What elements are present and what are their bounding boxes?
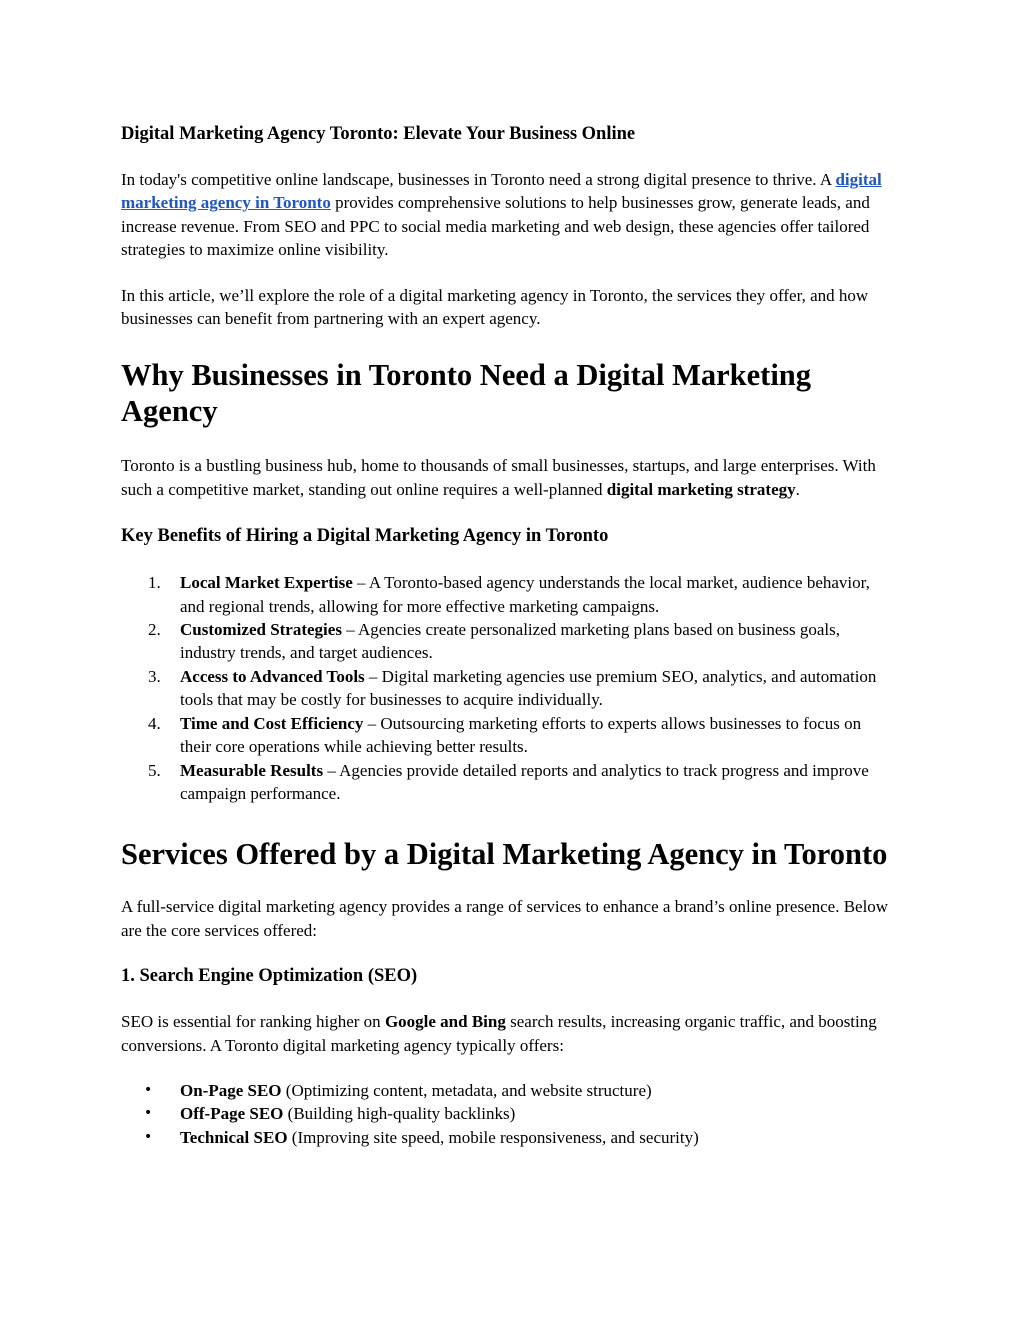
intro-paragraph: [121, 168, 896, 262]
article-intro-paragraph: In this article, we’ll explore the role of a digital marketing agency in Toronto, the services they offer, and how businesses can benefit from partnering with an expert agency.: [121, 285, 869, 329]
why-paragraph: [121, 454, 896, 501]
list-item-title: Measurable Results: [180, 760, 324, 780]
list-item: [121, 618, 896, 665]
seo-text-start: SEO is essential for ranking higher on: [121, 1012, 385, 1032]
benefits-list: [121, 571, 896, 805]
services-paragraph: A full-service digital marketing agency provides a range of services to enhance a brand’s online presence. Below are the core services offered:: [121, 897, 889, 940]
seo-heading: 1. Search Engine Optimization (SEO): [121, 966, 418, 987]
why-text-bold: digital marketing strategy: [606, 479, 796, 499]
seo-text-bold: Google and Bing: [384, 1012, 506, 1032]
list-item-text: (Building high-quality backlinks): [283, 1104, 516, 1124]
list-item-title: Off-Page SEO: [180, 1104, 284, 1124]
bullet-icon: •: [144, 1128, 153, 1145]
list-item-title: Customized Strategies: [180, 620, 342, 640]
benefits-subheading: Key Benefits of Hiring a Digital Marketing Agency in Toronto: [121, 526, 609, 547]
list-item: [121, 759, 896, 806]
intro-text-end: provides comprehensive solutions to help businesses grow, generate leads, and increase revenue. From SEO and PPC to social media marketing and web design, these agencies offer tailored strategies to maximize online visibility.: [121, 193, 870, 260]
seo-text-end: search results, increasing organic traffic, and boosting conversions. A Toronto digital marketing agency typically offers:: [121, 1012, 877, 1055]
why-text-end: .: [795, 479, 800, 499]
list-item-text: – Outsourcing marketing efforts to experts allows businesses to focus on their core operations while achieving better results.: [180, 713, 862, 757]
list-item-title: Access to Advanced Tools: [180, 666, 365, 686]
list-item-title: Time and Cost Efficiency: [180, 713, 364, 733]
list-item-text: – Digital marketing agencies use premium SEO, analytics, and automation tools that may be costly for businesses to acquire individually.: [180, 666, 877, 710]
list-item: [121, 571, 896, 618]
document-title: Digital Marketing Agency Toronto: Elevate Your Business Online: [121, 124, 636, 144]
list-item-title: On-Page SEO: [180, 1080, 282, 1100]
bullet-icon: •: [144, 1105, 153, 1122]
list-item-text: (Optimizing content, metadata, and website structure): [281, 1080, 652, 1100]
list-item-text: (Improving site speed, mobile responsiveness, and security): [287, 1127, 699, 1147]
list-item: [121, 665, 896, 712]
seo-list: [121, 1079, 896, 1149]
intro-text-start: In today's competitive online landscape, businesses in Toronto need a strong digital presence to thrive. A: [121, 170, 836, 189]
why-text-start: Toronto is a bustling business hub, home to thousands of small businesses, startups, and large enterprises. With such a competitive market, standing out online requires a well-planned: [121, 456, 876, 499]
section-heading-why: Why Businesses in Toronto Need a Digital Marketing Agency: [121, 358, 812, 429]
list-item: [121, 1102, 896, 1125]
list-item-text: – A Toronto-based agency understands the local market, audience behavior, and regional trends, allowing for more effective marketing campaigns.: [180, 573, 870, 616]
list-item: [121, 1079, 896, 1102]
list-number: 2.: [148, 620, 161, 640]
section-heading-services: Services Offered by a Digital Marketing Agency in Toronto: [121, 837, 888, 872]
agency-link[interactable]: digital marketing agency in Toronto: [121, 170, 882, 213]
document-page: [121, 122, 896, 1149]
list-item: [121, 712, 896, 759]
bullet-icon: •: [144, 1081, 153, 1098]
list-item-title: Local Market Expertise: [180, 573, 353, 593]
list-item-title: Technical SEO: [180, 1127, 288, 1147]
list-number: 3.: [148, 666, 161, 686]
list-item: [121, 1126, 896, 1149]
list-number: 1.: [148, 573, 161, 593]
list-number: 4.: [148, 713, 161, 733]
list-item-text: – Agencies provide detailed reports and analytics to track progress and improve campaign performance.: [180, 760, 869, 803]
seo-paragraph: [121, 1010, 896, 1057]
list-item-text: – Agencies create personalized marketing plans based on business goals, industry trends, and target audiences.: [180, 620, 840, 663]
list-number: 5.: [148, 760, 161, 780]
